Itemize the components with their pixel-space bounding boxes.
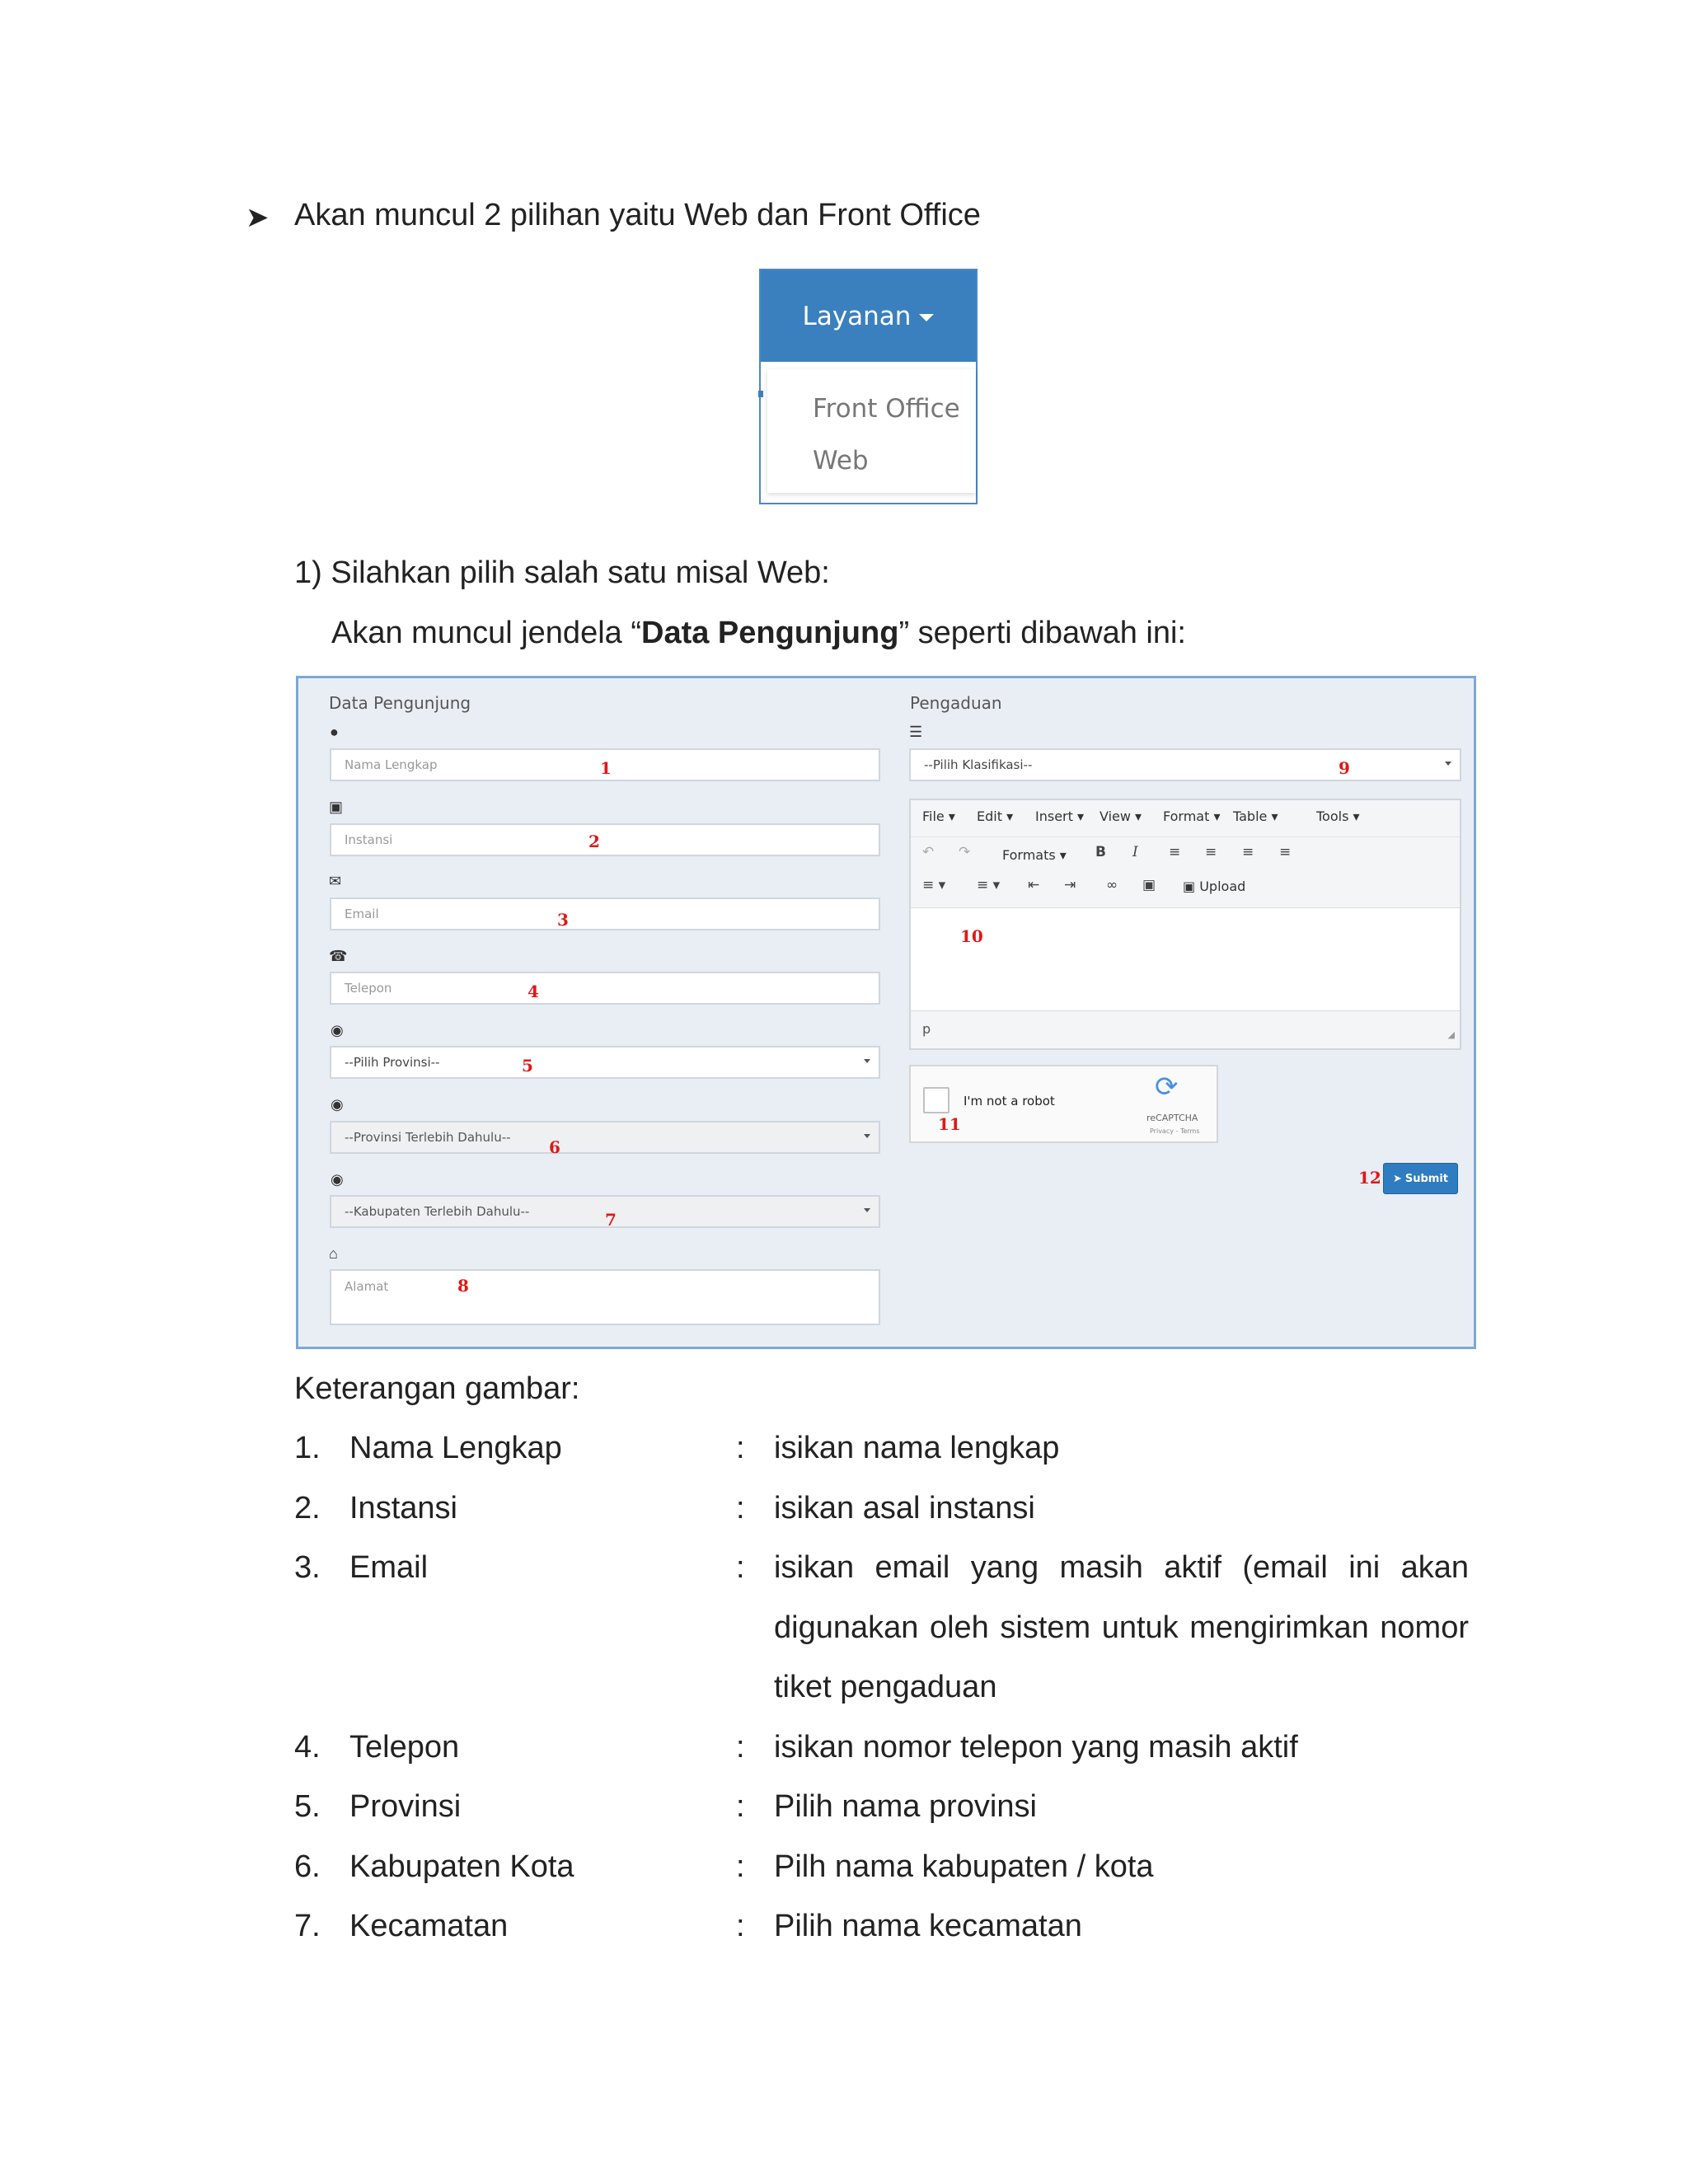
menu-insert[interactable]: Insert ▾ [1035, 808, 1085, 824]
item-name: Provinsi [349, 1789, 462, 1824]
align-center-icon[interactable]: ≡ [1205, 844, 1217, 860]
editor-menubar [911, 800, 1460, 837]
indent-icon[interactable]: ⇥ [1064, 877, 1076, 893]
item-description: isikan nomor telepon yang masih aktif [774, 1729, 1298, 1765]
submit-button[interactable] [1383, 1163, 1458, 1194]
recaptcha-brand: reCAPTCHA [1146, 1113, 1198, 1123]
keterangan-title: Keterangan gambar: [294, 1371, 580, 1406]
label-number-12: 12 [1358, 1168, 1381, 1188]
label-number-2: 2 [588, 832, 600, 851]
klasifikasi-placeholder: --Pilih Klasifikasi-- [924, 757, 1033, 772]
menu-format[interactable]: Format ▾ [1163, 808, 1221, 824]
item-description: Pilh nama kabupaten / kota [774, 1849, 1154, 1884]
step1-desc-post: ” seperti dibawah ini: [898, 616, 1186, 650]
item-description: Pilih nama kecamatan [774, 1909, 1082, 1943]
submit-label: Submit [1404, 1172, 1449, 1185]
user-icon: ● [330, 724, 339, 740]
item-colon: : [736, 1490, 745, 1526]
layanan-dropdown-menu [767, 369, 976, 493]
item-description: isikan email yang masih aktif (email ini akan [774, 1550, 1469, 1585]
editor-statusbar [911, 1010, 1460, 1048]
rich-text-editor [909, 799, 1461, 1050]
item-description: tiket pengaduan [774, 1670, 997, 1704]
label-number-3: 3 [557, 910, 569, 930]
caret-down-icon [864, 1208, 870, 1212]
item-colon: : [736, 1550, 745, 1585]
item-name: Nama Lengkap [349, 1431, 562, 1465]
item-name: Instansi [349, 1490, 457, 1526]
bullet-arrow-icon: ➤ [246, 202, 270, 233]
data-pengunjung-form-screenshot [296, 676, 1476, 1349]
item-description: isikan nama lengkap [774, 1431, 1060, 1465]
telepon-input[interactable] [330, 972, 880, 1005]
caret-down-icon [864, 1134, 870, 1138]
caret-down-icon [864, 1059, 870, 1063]
envelope-icon: ✉ [329, 873, 342, 889]
recaptcha-label: I'm not a robot [964, 1094, 1055, 1108]
label-number-11: 11 [938, 1114, 961, 1134]
bold-icon[interactable]: B [1095, 844, 1106, 860]
label-number-6: 6 [549, 1137, 560, 1157]
link-icon[interactable]: ∞ [1106, 877, 1118, 893]
step1-desc-pre: Akan muncul jendela “ [331, 616, 641, 650]
selection-marker [758, 391, 763, 397]
editor-path: p [922, 1021, 931, 1037]
layanan-dropdown-screenshot [759, 269, 978, 504]
menu-table[interactable]: Table ▾ [1233, 808, 1278, 824]
step1-desc-bold: Data Pengunjung [641, 616, 899, 650]
upload-button[interactable]: ▣ Upload [1183, 879, 1246, 894]
instansi-input[interactable] [330, 823, 880, 856]
image-icon[interactable]: ▣ [1142, 877, 1156, 893]
alamat-placeholder: Alamat [345, 1279, 389, 1294]
label-number-1: 1 [600, 758, 612, 778]
home-icon: ⌂ [329, 1245, 338, 1262]
resize-handle-icon[interactable]: ◢ [1447, 1029, 1455, 1040]
map-marker-icon: ◉ [331, 1096, 344, 1113]
item-number: 7. [294, 1909, 321, 1943]
paper-plane-icon: ➤ [1392, 1172, 1402, 1185]
item-name: Kecamatan [349, 1909, 509, 1943]
email-input[interactable] [330, 898, 880, 930]
redo-icon[interactable]: ↷ [959, 844, 971, 860]
item-name: Telepon [349, 1729, 460, 1765]
instansi-placeholder: Instansi [345, 832, 393, 847]
item-colon: : [736, 1849, 745, 1884]
label-number-4: 4 [528, 982, 539, 1001]
item-name: Kabupaten Kota [349, 1849, 574, 1884]
italic-icon[interactable]: I [1132, 844, 1138, 860]
kabupaten-select[interactable] [330, 1121, 880, 1154]
menu-view[interactable]: View ▾ [1100, 808, 1142, 824]
item-description: digunakan oleh sistem untuk mengirimkan nomor [774, 1610, 1469, 1645]
item-number: 1. [294, 1431, 321, 1465]
kecamatan-placeholder: --Kabupaten Terlebih Dahulu-- [345, 1204, 530, 1219]
label-number-7: 7 [605, 1210, 617, 1230]
align-justify-icon[interactable]: ≡ [1279, 844, 1292, 860]
undo-icon[interactable]: ↶ [922, 844, 935, 860]
item-number: 5. [294, 1789, 321, 1824]
recaptcha-links[interactable]: Privacy - Terms [1150, 1127, 1200, 1135]
align-left-icon[interactable]: ≡ [1169, 844, 1181, 860]
label-number-5: 5 [522, 1056, 533, 1076]
outdent-icon[interactable]: ⇤ [1028, 877, 1040, 893]
align-right-icon[interactable]: ≡ [1242, 844, 1254, 860]
item-number: 4. [294, 1729, 321, 1765]
step1-instruction: 1) Silahkan pilih salah satu misal Web: [294, 555, 830, 590]
recaptcha-logo-icon: ⟳ [1155, 1071, 1179, 1103]
klasifikasi-select[interactable] [909, 748, 1461, 781]
telepon-placeholder: Telepon [345, 981, 392, 996]
label-number-10: 10 [960, 926, 983, 946]
bullet-list-icon[interactable]: ≡ ▾ [922, 877, 946, 893]
editor-toolbar [911, 837, 1460, 908]
menu-tools[interactable]: Tools ▾ [1316, 808, 1360, 824]
label-number-9: 9 [1339, 758, 1350, 778]
nama-lengkap-placeholder: Nama Lengkap [345, 757, 438, 772]
caret-down-icon [1445, 762, 1451, 766]
intro-text: Akan muncul 2 pilihan yaitu Web dan Front Office [294, 198, 981, 232]
image-icon: ▣ [1183, 879, 1196, 894]
label-number-8: 8 [457, 1276, 469, 1296]
email-placeholder: Email [345, 907, 379, 921]
menu-edit[interactable]: Edit ▾ [977, 808, 1014, 824]
alamat-textarea[interactable] [330, 1269, 880, 1325]
item-colon: : [736, 1729, 745, 1765]
provinsi-placeholder: --Pilih Provinsi-- [345, 1055, 440, 1070]
provinsi-select[interactable] [330, 1046, 880, 1079]
item-description: Pilih nama provinsi [774, 1789, 1037, 1824]
briefcase-icon: ▣ [329, 799, 344, 815]
item-colon: : [736, 1789, 745, 1824]
kabupaten-placeholder: --Provinsi Terlebih Dahulu-- [345, 1130, 511, 1145]
menu-item-front-office[interactable]: Front Office [813, 394, 960, 424]
menu-item-web[interactable]: Web [813, 446, 869, 476]
map-marker-icon: ◉ [331, 1171, 344, 1188]
item-number: 3. [294, 1550, 321, 1585]
item-number: 6. [294, 1849, 321, 1884]
layanan-menu-button[interactable] [761, 270, 976, 362]
numbered-list-icon[interactable]: ≡ ▾ [977, 877, 1001, 893]
layanan-label: Layanan [802, 301, 912, 331]
item-name: Email [349, 1550, 429, 1585]
left-section-title: Data Pengunjung [329, 693, 471, 713]
step1-description [331, 616, 1186, 651]
formats-dropdown[interactable]: Formats ▾ [1002, 847, 1067, 863]
item-number: 2. [294, 1490, 321, 1526]
list-icon: ☰ [909, 724, 923, 740]
map-marker-icon: ◉ [331, 1022, 344, 1038]
menu-file[interactable]: File ▾ [922, 808, 955, 824]
item-colon: : [736, 1431, 745, 1465]
item-colon: : [736, 1909, 745, 1943]
item-description: isikan asal instansi [774, 1490, 1035, 1526]
recaptcha-checkbox[interactable] [923, 1087, 950, 1113]
right-section-title: Pengaduan [910, 693, 1002, 713]
caret-down-icon [919, 314, 934, 321]
phone-icon: ☎ [329, 948, 348, 964]
